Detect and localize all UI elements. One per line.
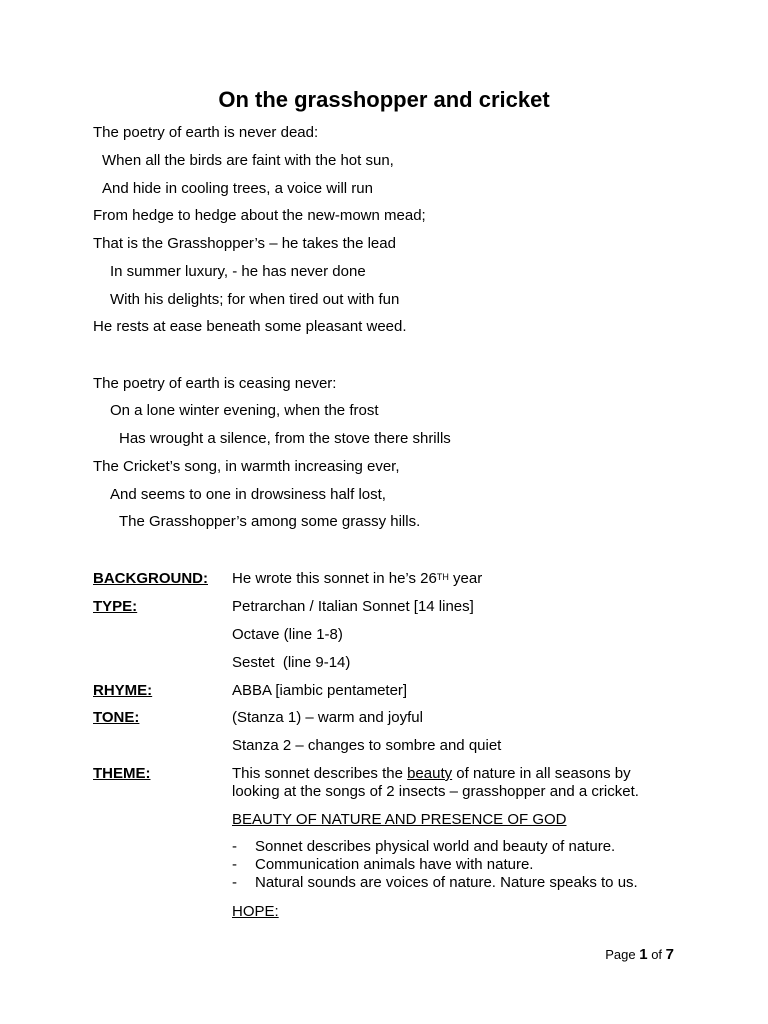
bullet-marker: - [232, 874, 237, 891]
poem-line: On a lone winter evening, when the frost [110, 402, 379, 419]
theme-text-underlined: beauty [407, 765, 453, 782]
poem-line: The Cricket’s song, in warmth increasing ever, [93, 458, 400, 475]
bullet-text: Communication animals have with nature. [255, 856, 534, 873]
background-text [232, 570, 482, 588]
type-line: Octave (line 1-8) [232, 626, 343, 643]
bullet-marker: - [232, 838, 237, 855]
poem-line: When all the birds are faint with the hot sun, [102, 152, 394, 169]
background-text-tail: year [448, 570, 483, 587]
list-item [232, 856, 638, 874]
subheading-beauty: BEAUTY OF NATURE AND PRESENCE OF GOD [232, 811, 567, 828]
type-line: Petrarchan / Italian Sonnet [14 lines] [232, 598, 474, 615]
poem-line: The poetry of earth is ceasing never: [93, 375, 337, 392]
tone-line: (Stanza 1) – warm and joyful [232, 709, 423, 726]
rhyme-text: ABBA [iambic pentameter] [232, 682, 408, 699]
theme-text [232, 765, 662, 801]
background-superscript: TH [436, 572, 449, 582]
tone-line: Stanza 2 – changes to sombre and quiet [232, 737, 502, 754]
background-text-main: He wrote this sonnet in he’s 26 [232, 570, 437, 587]
poem-line: And hide in cooling trees, a voice will run [102, 180, 373, 197]
poem-line: Has wrought a silence, from the stove there shrills [119, 430, 451, 447]
bullet-text: Natural sounds are voices of nature. Nature speaks to us. [255, 874, 638, 891]
poem-line: And seems to one in drowsiness half lost, [110, 486, 386, 503]
poem-line: He rests at ease beneath some pleasant weed. [93, 318, 407, 335]
poem-line: From hedge to hedge about the new-mown mead; [93, 207, 426, 224]
poem-line: The Grasshopper’s among some grassy hills. [119, 513, 421, 530]
theme-label: THEME: [93, 765, 151, 782]
page-number-footer [605, 946, 674, 964]
list-item [232, 838, 638, 856]
type-label: TYPE: [93, 598, 138, 615]
poem-line: That is the Grasshopper’s – he takes the lead [93, 235, 396, 252]
total-page-count: 7 [665, 946, 674, 963]
page-word: Page [605, 947, 640, 962]
poem-line: The poetry of earth is never dead: [93, 124, 319, 141]
theme-bullet-list [232, 838, 638, 892]
subheading-hope: HOPE: [232, 903, 279, 920]
bullet-marker: - [232, 856, 237, 873]
list-item [232, 874, 638, 892]
poem-line: In summer luxury, - he has never done [110, 263, 366, 280]
theme-text-post: of nature in all seasons by looking at the songs of 2 insects – grasshopper and a cricket. [232, 765, 639, 800]
document-title: On the grasshopper and cricket [218, 87, 550, 112]
rhyme-label: RHYME: [93, 682, 153, 699]
background-label: BACKGROUND: [93, 570, 208, 587]
bullet-text: Sonnet describes physical world and beauty of nature. [255, 838, 616, 855]
type-line: Sestet (line 9-14) [232, 654, 351, 671]
of-word: of [647, 947, 666, 962]
theme-text-pre: This sonnet describes the [232, 765, 408, 782]
tone-label: TONE: [93, 709, 140, 726]
poem-line: With his delights; for when tired out with fun [110, 291, 400, 308]
current-page-number: 1 [639, 946, 648, 963]
